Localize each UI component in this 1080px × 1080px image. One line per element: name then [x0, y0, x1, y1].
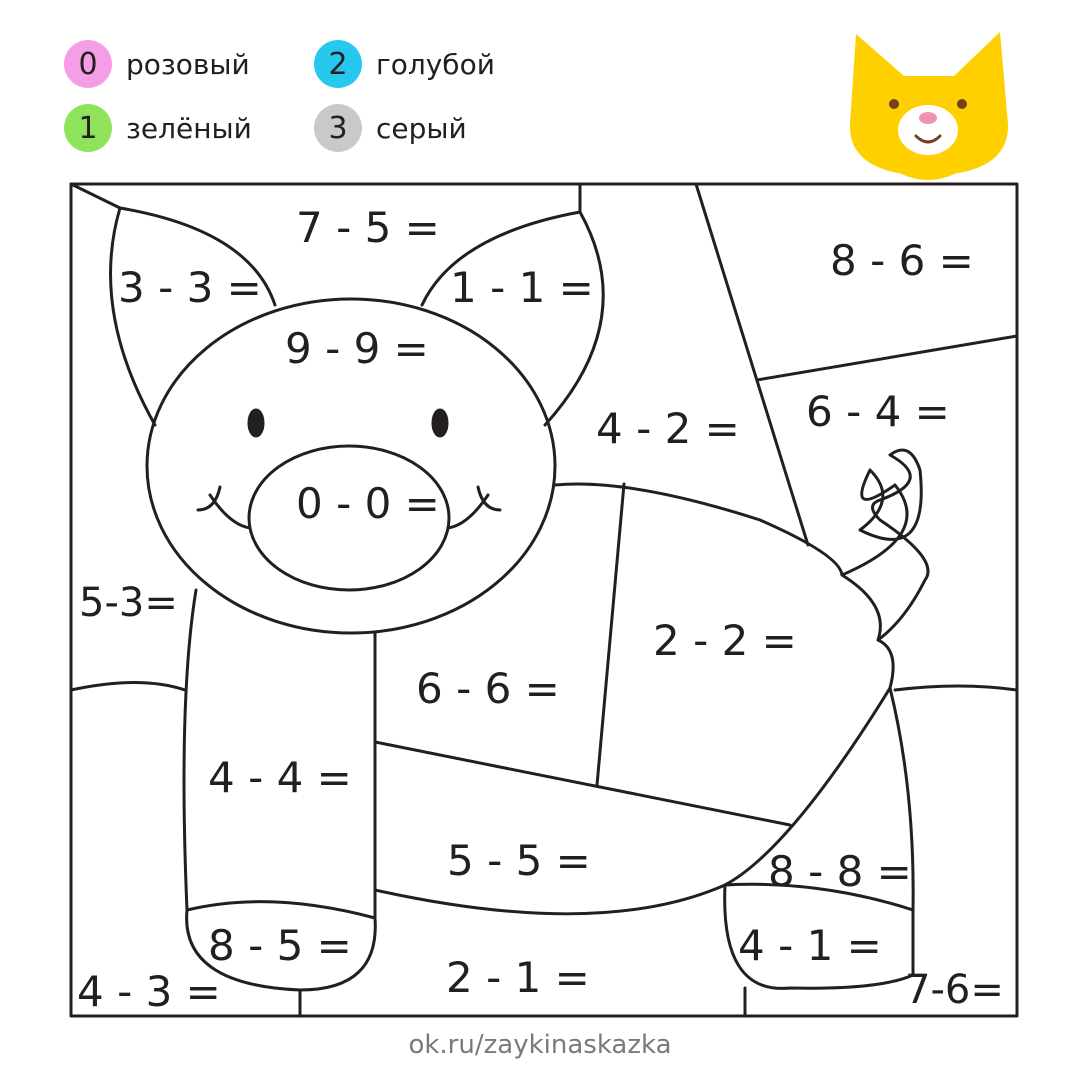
region-line: [696, 184, 808, 545]
region-line: [71, 184, 120, 208]
pig-belly: [375, 885, 725, 914]
equation-bottom-left: 4 - 3 =: [77, 967, 221, 1016]
pig-front-leg: [184, 590, 196, 910]
legend-number: 0: [78, 46, 98, 82]
equation-front-hoof: 8 - 5 =: [208, 921, 352, 970]
legend-label: серый: [376, 111, 467, 145]
equation-bottom-middle: 2 - 1 =: [446, 953, 590, 1002]
pig-eye-right: [433, 410, 447, 436]
region-line: [71, 683, 185, 691]
legend-label: розовый: [126, 47, 250, 81]
equation-forehead: 9 - 9 =: [285, 324, 429, 373]
left-ear: [111, 208, 155, 425]
region-line: [597, 484, 624, 785]
legend-number: 2: [328, 46, 348, 82]
equation-back-hoof: 4 - 1 =: [738, 921, 882, 970]
source-url: ok.ru/zaykinaskazka: [408, 1030, 672, 1060]
equation-left-ear: 3 - 3 =: [118, 263, 262, 312]
pig-eye-left: [249, 410, 263, 436]
equation-top-right: 8 - 6 =: [830, 236, 974, 285]
equation-front-leg: 4 - 4 =: [208, 753, 352, 802]
region-line: [375, 742, 790, 825]
right-ear-outer: [545, 212, 603, 425]
equation-right-ear: 1 - 1 =: [450, 263, 594, 312]
legend-number: 3: [328, 110, 348, 146]
legend-number: 1: [78, 110, 98, 146]
pig-tail: [842, 450, 928, 640]
equation-right-mid: 6 - 4 =: [806, 387, 950, 436]
legend-label: зелёный: [126, 111, 252, 145]
equation-snout: 0 - 0 =: [296, 479, 440, 528]
equation-back-leg-upper: 8 - 8 =: [768, 847, 912, 896]
region-line: [757, 336, 1017, 380]
equation-belly: 5 - 5 =: [447, 836, 591, 885]
equation-body-front: 6 - 6 =: [416, 664, 560, 713]
equation-top-middle: 7 - 5 =: [296, 203, 440, 252]
equation-bottom-right: 7-6=: [905, 967, 1004, 1013]
equation-body-back: 2 - 2 =: [653, 616, 797, 665]
equation-beside-head: 4 - 2 =: [596, 404, 740, 453]
equation-left-side: 5-3=: [79, 580, 178, 626]
legend-label: голубой: [376, 47, 495, 81]
region-line: [895, 686, 1017, 690]
